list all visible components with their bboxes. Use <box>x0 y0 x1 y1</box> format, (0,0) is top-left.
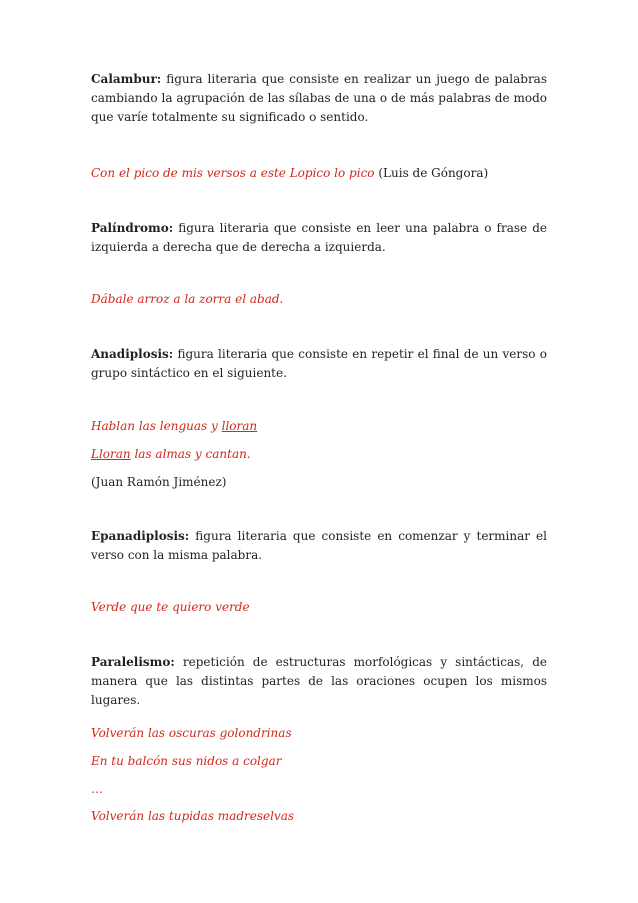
example-paralelismo-line-2 <box>91 752 561 771</box>
definition-text: figura literaria que consiste en realizar un juego de palabras cambiando la agrupación de las sílabas de una o de más palabras de modo que varíe totalmente su significado o sentido. <box>91 72 547 124</box>
example-text: Volverán las oscuras golondrinas <box>91 726 292 740</box>
example-ellipsis: … <box>91 782 103 796</box>
definition-anadiplosis <box>91 345 547 383</box>
example-anadiplosis-line-2 <box>91 445 561 464</box>
example-anadiplosis-source <box>91 473 561 492</box>
term-epanadiplosis: Epanadiplosis: <box>91 529 190 543</box>
definition-text: repetición de estructuras morfológicas y sintácticas, de manera que las distintas partes de las oraciones ocupen los mismos lugares. <box>91 655 547 707</box>
example-paralelismo-line-4 <box>91 807 561 826</box>
example-text: Volverán las tupidas madreselvas <box>91 809 295 823</box>
term-paralelismo: Paralelismo: <box>91 655 175 669</box>
example-paralelismo-line-1 <box>91 724 561 743</box>
example-text: las almas y cantan. <box>130 447 251 461</box>
example-source: (Luis de Góngora) <box>374 166 489 180</box>
example-palindromo <box>91 290 561 309</box>
definition-paralelismo <box>91 653 547 710</box>
example-underlined-word: Lloran <box>91 447 131 461</box>
term-calambur: Calambur: <box>91 72 162 86</box>
definition-epanadiplosis <box>91 527 547 565</box>
example-text: Verde que te quiero verde <box>91 600 250 614</box>
term-anadiplosis: Anadiplosis: <box>91 347 174 361</box>
example-paralelismo-line-3 <box>91 780 561 799</box>
definition-text: figura literaria que consiste en leer una palabra o frase de izquierda a derecha que de derecha a izquierda. <box>91 221 547 254</box>
definition-text: figura literaria que consiste en repetir el final de un verso o grupo sintáctico en el siguiente. <box>91 347 547 380</box>
definition-palindromo <box>91 219 547 257</box>
term-palindromo: Palíndromo: <box>91 221 174 235</box>
example-epanadiplosis <box>91 598 561 617</box>
example-anadiplosis-line-1 <box>91 417 561 436</box>
definition-text: figura literaria que consiste en comenzar y terminar el verso con la misma palabra. <box>91 529 547 562</box>
example-underlined-word: lloran <box>221 419 258 433</box>
example-text: Con el pico de mis versos a este Lopico lo pico <box>91 166 375 180</box>
example-calambur <box>91 164 561 183</box>
definition-calambur <box>91 70 547 127</box>
example-source: (Juan Ramón Jiménez) <box>91 475 227 489</box>
example-text: En tu balcón sus nidos a colgar <box>91 754 282 768</box>
example-text: Hablan las lenguas y <box>91 419 222 433</box>
example-text: Dábale arroz a la zorra el abad. <box>91 292 284 306</box>
